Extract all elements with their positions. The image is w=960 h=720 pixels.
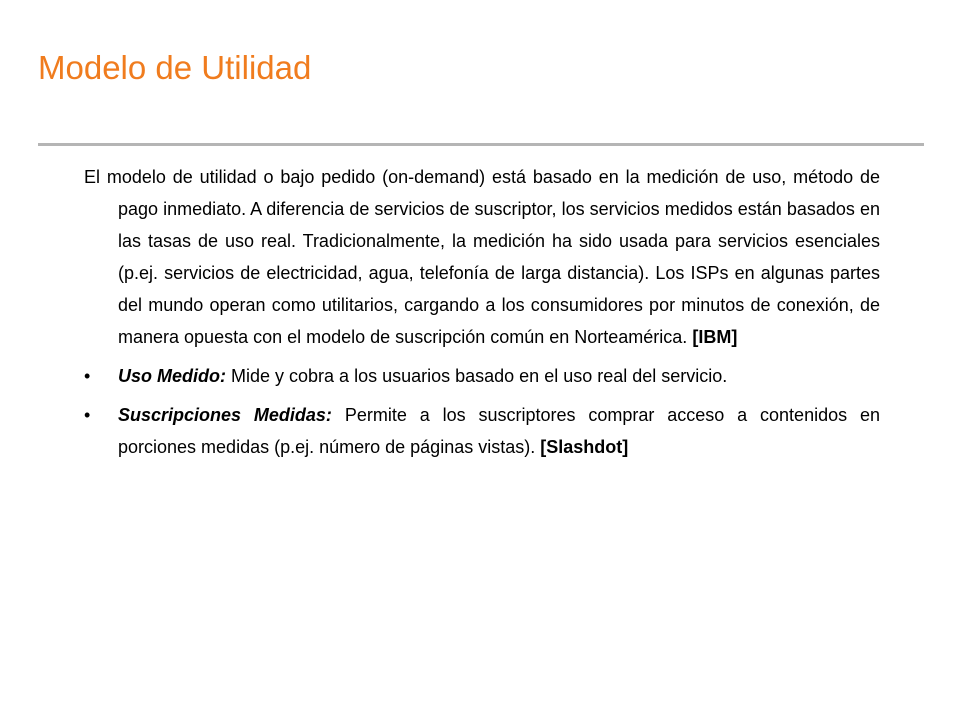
title-divider xyxy=(38,143,924,146)
bullet-list xyxy=(84,360,880,463)
bullet-text: Permite a los suscriptores comprar acceso a contenidos en porciones medidas (p.ej. número de páginas vistas). xyxy=(118,405,880,457)
bullet-term: Suscripciones Medidas: xyxy=(118,405,332,425)
bullet-text: Mide y cobra a los usuarios basado en el uso real del servicio. xyxy=(231,366,728,386)
bullet-reference: [Slashdot] xyxy=(540,437,629,457)
intro-reference: [IBM] xyxy=(692,327,738,347)
bullet-item-suscripciones-medidas xyxy=(84,399,880,463)
slide-title: Modelo de Utilidad xyxy=(38,49,312,86)
intro-paragraph xyxy=(84,161,880,353)
bullet-symbol: • xyxy=(84,405,91,425)
bullet-item-uso-medido xyxy=(84,360,880,392)
bullet-term: Uso Medido: xyxy=(118,366,226,386)
slide-body xyxy=(84,161,880,470)
intro-text: El modelo de utilidad o bajo pedido (on-demand) está basado en la medición de uso, método de pago inmediato. A diferencia de servicios de suscriptor, los servicios medidos están basados en las tasas de uso real. Tradicionalmente, la medición ha sido usada para servicios esenciales (p.ej. servicios de electricidad, agua, telefonía de larga distancia). Los ISPs en algunas partes del mundo operan como utilitarios, cargando a los consumidores por minutos de conexión, de manera opuesta con el modelo de suscripción común en Norteamérica. xyxy=(84,167,880,347)
bullet-symbol: • xyxy=(84,366,91,386)
